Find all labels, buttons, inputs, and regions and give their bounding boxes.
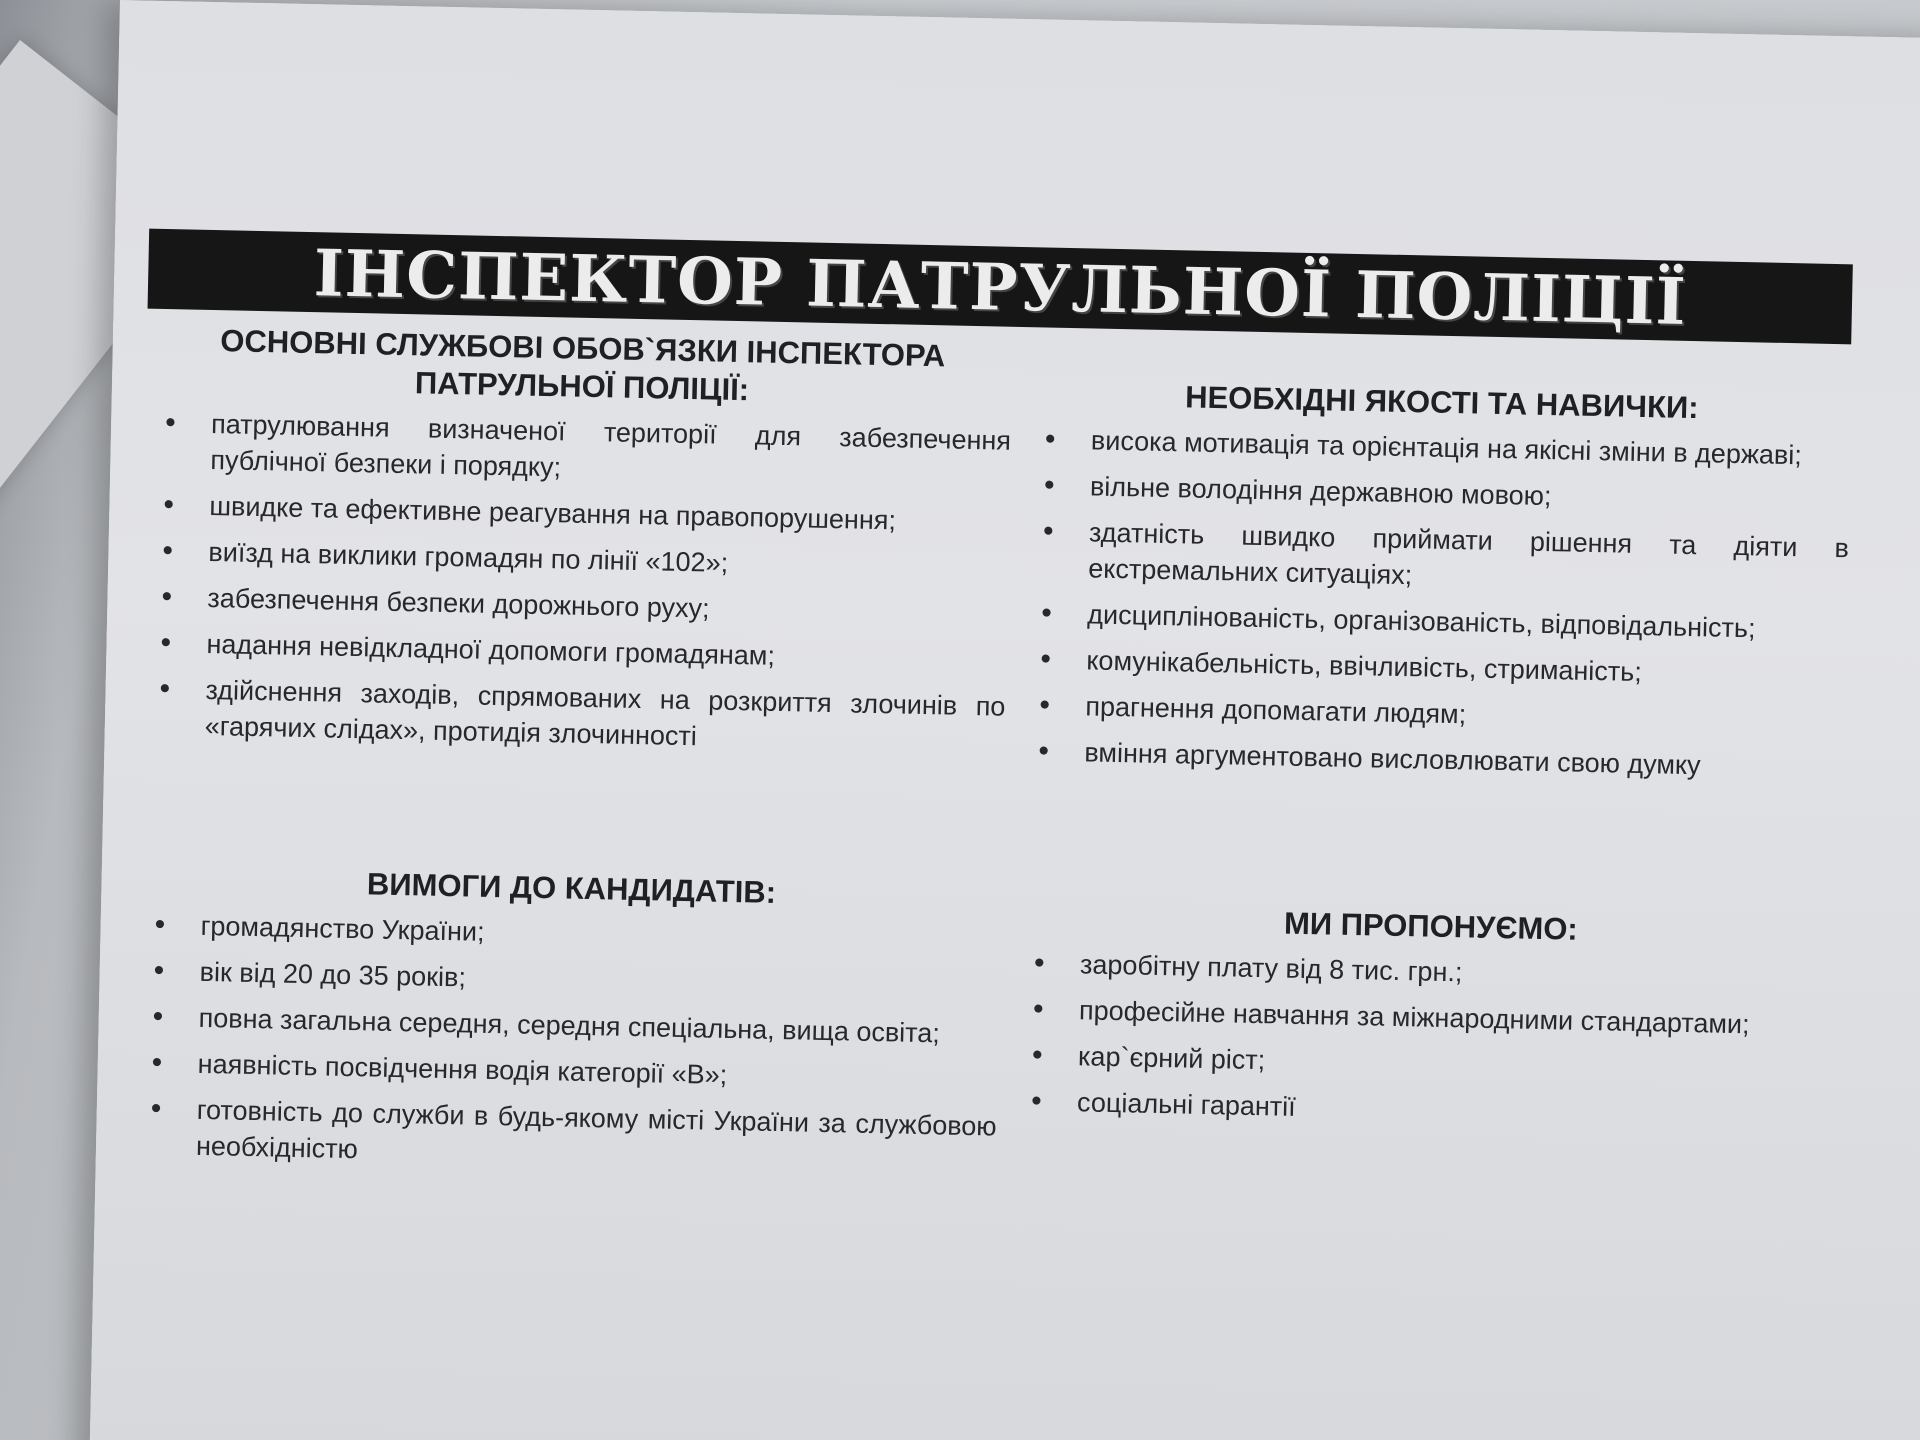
list-item [150, 405, 1011, 495]
list-item [1018, 1037, 1839, 1090]
list-item [1025, 687, 1846, 740]
list-item [140, 907, 1001, 961]
bullet-icon: • [163, 488, 175, 522]
document-title: ІНСПЕКТОР ПАТРУЛЬНОЇ ПОЛІЦІЇ [312, 236, 1688, 340]
bullet-icon: • [1030, 1084, 1043, 1118]
list-item [1017, 1083, 1838, 1136]
list-item [1020, 945, 1841, 998]
bullet-icon: • [151, 1045, 163, 1080]
list-item-text: виїзд на виклики громадян по лінії «102»; [208, 536, 729, 578]
duties-section [144, 321, 1013, 771]
list-item [1031, 421, 1852, 474]
list-item-text: повна загальна середня, середня спеціальна, вища освіта; [198, 1002, 941, 1049]
qualities-section [1024, 375, 1852, 796]
bullet-icon: • [160, 625, 172, 660]
list-item-text: здійснення заходів, спрямованих на розкриття злочинів по «гарячих слідах», протидія злочинності [204, 674, 1006, 752]
list-item [1026, 641, 1847, 694]
list-item-text: здатність швидко приймати рішення та діяти в екстремальних ситуаціях; [1087, 517, 1850, 591]
list-item [1024, 733, 1845, 786]
list-item [139, 953, 1000, 1007]
bullet-icon: • [150, 1091, 162, 1126]
duties-title-line1: ОСНОВНІ СЛУЖБОВІ ОБОВ`ЯЗКИ ІНСПЕКТОРА [219, 323, 946, 374]
list-item-text: професійне навчання за міжнародними стандартами; [1078, 995, 1750, 1040]
list-item-text: прагнення допомагати людям; [1085, 691, 1467, 730]
requirements-title: ВИМОГИ ДО КАНДИДАТІВ: [366, 866, 777, 910]
list-item-text: дисциплінованість, організованість, відповідальність; [1087, 599, 1756, 644]
bullet-icon: • [1033, 946, 1045, 980]
bullet-icon: • [1040, 642, 1052, 676]
duties-list [144, 405, 1011, 761]
list-item-text: комунікабельність, ввічливість, стриманість; [1086, 645, 1643, 688]
bullet-icon: • [164, 406, 177, 440]
offer-section [1017, 899, 1842, 1146]
list-item-text: вільне володіння державною мовою; [1089, 471, 1552, 512]
list-item [148, 533, 1009, 587]
offer-list [1017, 945, 1840, 1136]
list-item [1027, 595, 1848, 648]
list-item-text: вміння аргументовано висловлювати свою думку [1084, 737, 1701, 781]
bullet-icon: • [1038, 734, 1050, 768]
list-item [137, 1045, 998, 1099]
list-item [144, 671, 1005, 761]
bullet-icon: • [161, 580, 173, 614]
document-page [89, 0, 1920, 1440]
list-item-text: соціальні гарантії [1076, 1087, 1297, 1122]
list-item-text: готовність до служби в будь-якому місті України за службовою необхідністю [195, 1094, 997, 1165]
list-item-text: надання невідкладної допомоги громадянам; [206, 628, 776, 671]
bullet-icon: • [153, 953, 165, 988]
bullet-icon: • [1039, 688, 1051, 722]
list-item-text: висока мотивація та орієнтація на якісні зміни в державі; [1090, 425, 1803, 471]
list-item [149, 487, 1010, 541]
list-item-text: заробітну плату від 8 тис. грн.; [1079, 949, 1463, 988]
duties-title [152, 321, 1013, 415]
list-item [136, 1091, 997, 1181]
list-item [1028, 513, 1849, 602]
bullet-icon: • [1041, 596, 1053, 630]
bullet-icon: • [1032, 992, 1044, 1026]
list-item-text: вік від 20 до 35 років; [199, 956, 467, 993]
list-item-text: швидке та ефективне реагування на правопорушення; [209, 490, 897, 536]
list-item [146, 625, 1007, 679]
list-item [1030, 467, 1851, 520]
list-item-text: громадянство України; [200, 910, 485, 947]
bullet-icon: • [152, 999, 164, 1034]
list-item [1019, 991, 1840, 1044]
qualities-list [1024, 421, 1851, 786]
bullet-icon: • [154, 907, 166, 942]
bullet-icon: • [1042, 514, 1054, 548]
list-item-text: патрулювання визначеної території для забезпечення публічної безпеки і порядку; [210, 409, 1012, 483]
bullet-icon: • [1044, 422, 1056, 456]
duties-title-line2: ПАТРУЛЬНОЇ ПОЛІЦІЇ: [414, 365, 750, 408]
list-item-text: наявність посвідчення водія категорії «В»; [197, 1048, 728, 1090]
requirements-section [135, 861, 1001, 1191]
list-item [147, 579, 1008, 633]
list-item-text: забезпечення безпеки дорожнього руху; [207, 582, 710, 624]
bullet-icon: • [159, 671, 171, 706]
list-item [138, 999, 999, 1053]
requirements-list [136, 907, 1001, 1181]
bullet-icon: • [162, 534, 174, 568]
qualities-title: НЕОБХІДНІ ЯКОСТІ ТА НАВИЧКИ: [1184, 379, 1699, 426]
offer-title: МИ ПРОПОНУЄМО: [1283, 905, 1579, 947]
bullet-icon: • [1031, 1038, 1043, 1072]
bullet-icon: • [1043, 468, 1055, 502]
list-item-text: кар`єрний ріст; [1077, 1041, 1266, 1076]
